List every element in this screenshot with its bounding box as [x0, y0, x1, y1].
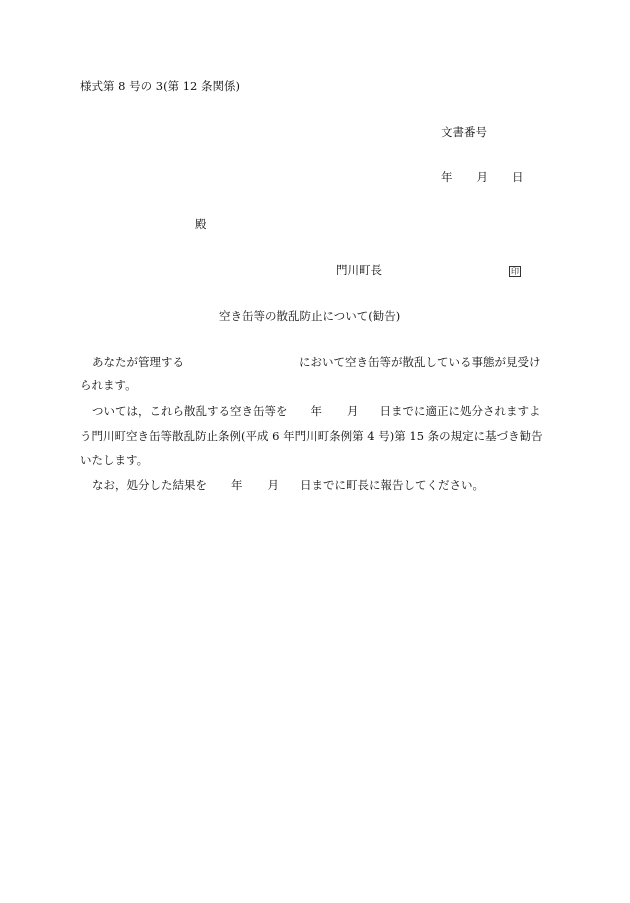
para1-line1 [92, 354, 541, 370]
para1-before: あなたが管理する [92, 355, 184, 369]
date-line [441, 169, 524, 185]
seal-stamp: 印 [511, 267, 519, 276]
para3-after: 日までに町長に報告してください。 [300, 478, 484, 492]
addressee-suffix: 殿 [195, 217, 207, 231]
seal-mark [509, 262, 521, 278]
para2-month: 月 [347, 404, 359, 418]
para3-year: 年 [231, 478, 243, 492]
para3-line1 [92, 477, 484, 493]
date-year: 年 [441, 170, 453, 184]
para1-after: において空き缶等が散乱している事態が見受け [299, 355, 541, 369]
document-title: 空き缶等の散乱防止について(勧告) [219, 309, 401, 323]
para2-year: 年 [310, 404, 322, 418]
para2-line1 [92, 403, 541, 419]
document-number-label: 文書番号 [441, 125, 487, 139]
date-day: 日 [512, 170, 524, 184]
form-label: 様式第 8 号の 3(第 12 条関係) [80, 79, 241, 93]
para1-line2: られます。 [80, 378, 137, 392]
para2-line3: いたします。 [80, 453, 149, 467]
para3-start: なお，処分した結果を [92, 478, 207, 492]
sender-name: 門川町長 [336, 263, 382, 277]
date-month: 月 [476, 170, 488, 184]
para2-start: ついては，これら散乱する空き缶等を [92, 404, 288, 418]
para3-month: 月 [267, 478, 279, 492]
para2-line2: う門川町空き缶等散乱防止条例(平成 6 年門川町条例第 4 号)第 15 条の規定に基づき勧告 [80, 429, 543, 443]
para2-after: 日までに適正に処分されますよ [379, 404, 541, 418]
